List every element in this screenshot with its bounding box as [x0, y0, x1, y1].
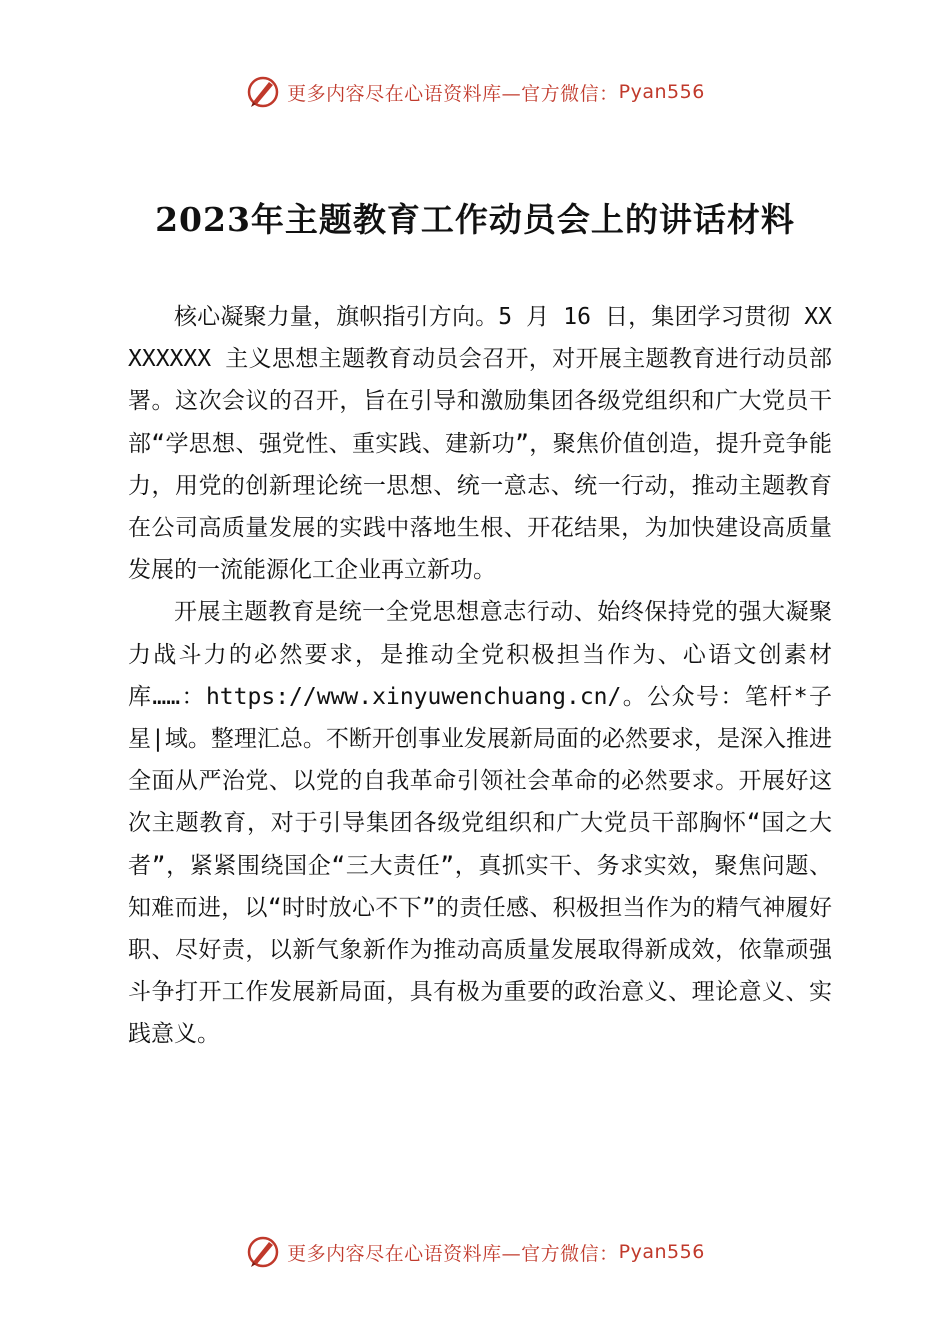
footer-banner-text: 更多内容尽在心语资料库—官方微信： — [287, 1242, 619, 1265]
footer-wechat-id: Pyan556 — [618, 1241, 705, 1263]
pen-logo-icon — [245, 74, 281, 110]
pen-logo-icon — [245, 1234, 281, 1270]
document-body — [128, 296, 832, 1056]
paragraph: 核心凝聚力量，旗帜指引方向。5 月 16 日，集团学习贯彻 XXXXXXXX 主义思想主题教育动员会召开，对开展主题教育进行动员部署。这次会议的召开，旨在引导和激励集团各级党组织和广大党员干部“学思想、强党性、重实践、建新功”，聚焦价值创造，提升竞争能力，用党的创新理论统一思想、统一意志、统一行动，推动主题教育在公司高质量发展的实践中落地生根、开花结果，为加快建设高质量发展的一流能源化工企业再立新功。 — [128, 304, 832, 584]
paragraph: 开展主题教育是统一全党思想意志行动、始终保持党的强大凝聚力战斗力的必然要求，是推动全党积极担当作为、心语文创素材库……：https://www.xinyuwenchuang.cn/。公众号：笔杆*子星|域。整理汇总。不断开创事业发展新局面的必然要求，是深入推进全面从严治党、以党的自我革命引领社会革命的必然要求。开展好这次主题教育，对于引导集团各级党组织和广大党员干部胸怀“国之大者”，紧紧围绕国企“三大责任”，真抓实干、务求实效，聚焦问题、知难而进，以“时时放心不下”的责任感、积极担当作为的精气神履好职、尽好责，以新气象新作为推动高质量发展取得新成效，依靠顽强斗争打开工作发展新局面，具有极为重要的政治意义、理论意义、实践意义。 — [128, 599, 832, 1048]
document-title: 2023年主题教育工作动员会上的讲话材料 — [155, 200, 795, 239]
footer-banner — [0, 1232, 950, 1272]
header-banner-text: 更多内容尽在心语资料库—官方微信： — [287, 82, 619, 105]
header-wechat-id: Pyan556 — [618, 81, 705, 103]
header-banner — [0, 72, 950, 112]
